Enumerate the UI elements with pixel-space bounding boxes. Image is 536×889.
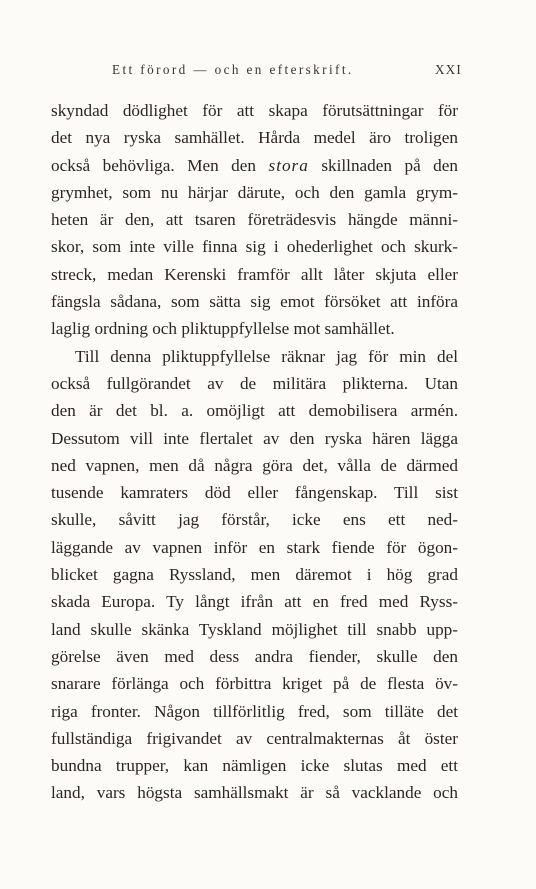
text-line: läggande av vapnen inför en stark fiende för ögon- bbox=[51, 537, 458, 557]
text-line: laglig ordning och pliktuppfyllelse mot samhället. bbox=[51, 319, 395, 339]
body-text bbox=[51, 97, 458, 807]
text-line: det nya ryska samhället. Hårda medel äro troligen bbox=[51, 128, 458, 148]
text-line: den är det bl. a. omöjligt att demobilisera armén. bbox=[51, 401, 458, 421]
text-line: riga fronter. Någon tillförlitlig fred, som tilläte det bbox=[51, 701, 458, 721]
emphasized-word: stora bbox=[268, 155, 309, 175]
running-header bbox=[52, 62, 462, 82]
text-line: fullständiga frigivandet av centralmakternas åt öster bbox=[51, 728, 458, 748]
text-line: skulle, såvitt jag förstår, icke ens ett ned- bbox=[51, 510, 458, 530]
text-line: land skulle skänka Tyskland möjlighet till snabb upp- bbox=[51, 619, 458, 639]
text-line bbox=[51, 152, 458, 179]
text-line: skada Europa. Ty långt ifrån att en fred med Ryss- bbox=[51, 592, 458, 612]
text-line: ned vapnen, men då några göra det, vålla de därmed bbox=[51, 455, 458, 475]
text-line: heten är den, att tsaren företrädesvis hängde männi- bbox=[51, 210, 458, 230]
text-line: fängsla sådana, som sätta sig emot försöket att införa bbox=[51, 292, 458, 312]
page-number: XXI bbox=[434, 62, 462, 77]
text-line: Till denna pliktuppfyllelse räknar jag för min del bbox=[75, 346, 458, 366]
text-line: grymhet, som nu härjar därute, och den gamla grym- bbox=[51, 182, 458, 202]
text-line: Dessutom vill inte flertalet av den ryska hären lägga bbox=[51, 428, 458, 448]
text-line: blicket gagna Ryssland, men däremot i hög grad bbox=[51, 565, 458, 585]
running-title: Ett förord — och en efterskrift. bbox=[112, 62, 354, 77]
text-line: tusende kamraters död eller fångenskap. Till sist bbox=[51, 483, 458, 503]
text-line: bundna trupper, kan nämligen icke slutas med ett bbox=[51, 756, 458, 776]
text-fragment: skillnaden på den bbox=[308, 155, 459, 175]
text-line: skyndad dödlighet för att skapa förutsättningar för bbox=[51, 101, 458, 120]
text-line: också fullgörandet av de militära plikterna. Utan bbox=[51, 373, 458, 393]
text-line: land, vars högsta samhällsmakt är så vacklande och bbox=[51, 783, 458, 803]
text-fragment: också behövliga. Men den bbox=[51, 155, 269, 175]
text-line: skor, som inte ville finna sig i ohederlighet och skurk- bbox=[51, 237, 458, 257]
text-line: snarare förlänga och förbittra kriget på de flesta öv- bbox=[51, 674, 458, 694]
text-line: streck, medan Kerenski framför allt låter skjuta eller bbox=[51, 264, 458, 284]
text-line: görelse även med dess andra fiender, skulle den bbox=[51, 646, 458, 666]
